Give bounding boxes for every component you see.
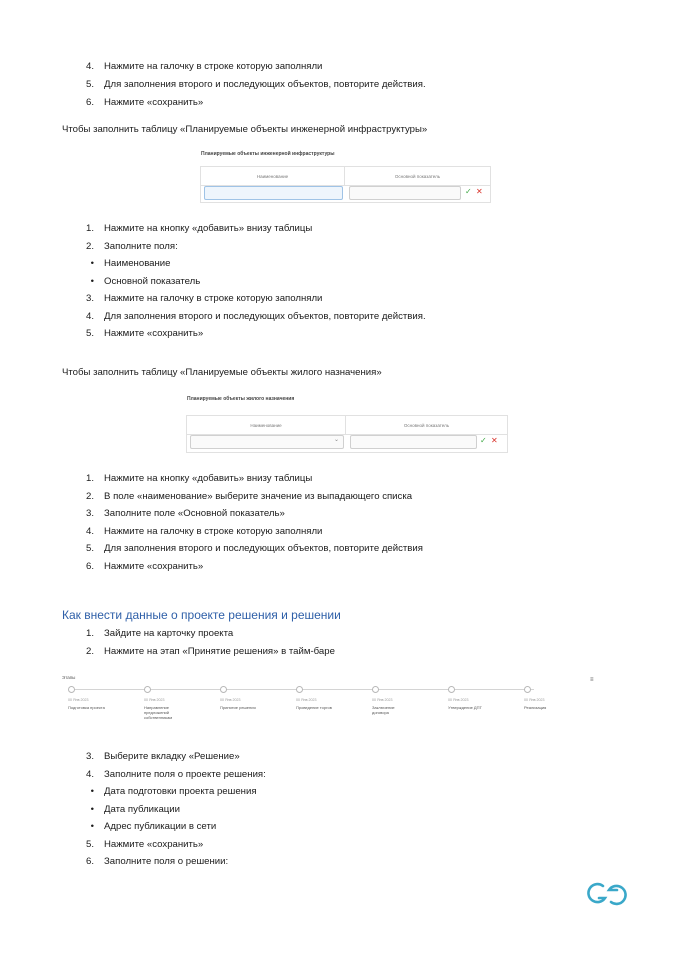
brand-logo bbox=[585, 880, 631, 908]
timeline-stage-name[interactable]: Реализация bbox=[524, 705, 547, 710]
infra-name-input[interactable] bbox=[204, 186, 343, 200]
timeline-stage-date: 00 Янв 2023 bbox=[372, 698, 393, 702]
living-name-select[interactable] bbox=[190, 435, 344, 449]
chevron-down-icon: ⌄ bbox=[334, 437, 340, 443]
paragraph-living: Чтобы заполнить таблицу «Планируемые объекты жилого назначения» bbox=[62, 367, 382, 378]
living-col-name: Наименование bbox=[187, 416, 346, 435]
timeline-stage-dot[interactable] bbox=[448, 686, 455, 693]
timeline-stage-date: 00 Янв 2023 bbox=[144, 698, 165, 702]
timeline-stage-dot[interactable] bbox=[220, 686, 227, 693]
timeline-stage-name[interactable]: Подготовка проекта bbox=[68, 705, 105, 710]
timeline-title: Этапы bbox=[62, 675, 76, 680]
timeline-stage-dot[interactable] bbox=[296, 686, 303, 693]
infra-table bbox=[200, 166, 491, 203]
paragraph-infra: Чтобы заполнить таблицу «Планируемые объекты инженерной инфраструктуры» bbox=[62, 124, 428, 135]
infra-table-title: Планируемые объекты инженерной инфраструктуры bbox=[201, 151, 335, 157]
infra-col-indicator: Основной показатель bbox=[345, 167, 490, 186]
timeline-stage-date: 00 Янв 2023 bbox=[524, 698, 545, 702]
infra-col-name: Наименование bbox=[201, 167, 345, 186]
close-icon[interactable]: ✕ bbox=[491, 436, 498, 445]
timeline-stage-dot[interactable] bbox=[68, 686, 75, 693]
living-table bbox=[186, 415, 508, 453]
timeline-stage-date: 00 Янв 2023 bbox=[220, 698, 241, 702]
more-icon[interactable]: ≡ bbox=[590, 677, 594, 683]
timeline-stage-name[interactable]: Принятие решения bbox=[220, 705, 256, 710]
timeline-stage-date: 00 Янв 2023 bbox=[296, 698, 317, 702]
infra-indicator-input[interactable] bbox=[349, 186, 461, 200]
close-icon[interactable]: ✕ bbox=[476, 187, 483, 196]
living-indicator-input[interactable] bbox=[350, 435, 477, 449]
check-icon[interactable]: ✓ bbox=[465, 187, 472, 196]
timeline-track bbox=[74, 689, 534, 690]
timeline-stage-dot[interactable] bbox=[524, 686, 531, 693]
timeline-panel bbox=[62, 672, 614, 734]
timeline-stage-date: 00 Янв 2023 bbox=[68, 698, 89, 702]
timeline-stage-dot[interactable] bbox=[144, 686, 151, 693]
living-table-title: Планируемые объекты жилого назначения bbox=[187, 396, 295, 402]
section-heading: Как внести данные о проекте решения и решении bbox=[62, 608, 341, 622]
timeline-stage-name[interactable]: Заключение договора bbox=[372, 705, 395, 715]
timeline-stage-name[interactable]: Проведение торгов bbox=[296, 705, 332, 710]
timeline-stage-dot[interactable] bbox=[372, 686, 379, 693]
living-col-indicator: Основной показатель bbox=[346, 416, 507, 435]
check-icon[interactable]: ✓ bbox=[480, 436, 487, 445]
timeline-stage-name[interactable]: Направление предложений собственникам bbox=[144, 705, 173, 720]
timeline-stage-name[interactable]: Утверждение ДПТ bbox=[448, 705, 482, 710]
timeline-stage-date: 00 Янв 2023 bbox=[448, 698, 469, 702]
